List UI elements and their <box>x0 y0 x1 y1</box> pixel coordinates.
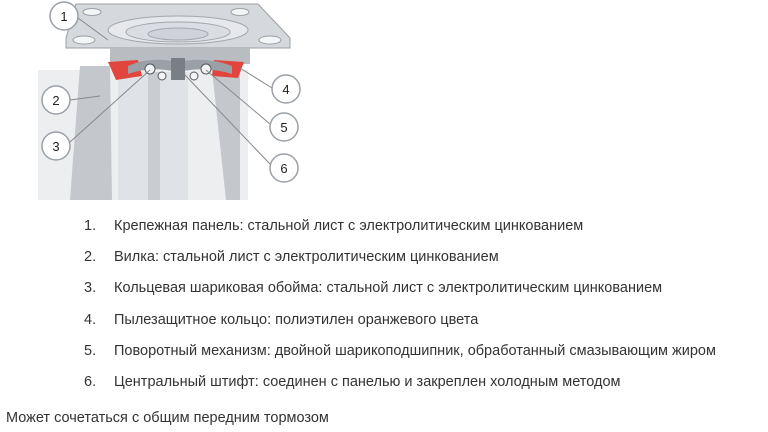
caster-cutaway-diagram <box>0 0 310 200</box>
item-text: Кольцевая шариковая обойма: стальной лист с электролитическим цинкованием <box>114 280 663 297</box>
item-text: Центральный штифт: соединен с панелью и закреплен холодным методом <box>114 373 621 390</box>
item-number: 6. <box>84 373 97 390</box>
footnote: Может сочетаться с общим передним тормозом <box>6 410 329 426</box>
item-text: Поворотный механизм: двойной шарикоподшипник, обработанный смазывающим жиром <box>114 342 716 359</box>
callout-label-6: 6 <box>280 161 288 176</box>
item-number: 1. <box>84 218 97 234</box>
item-number: 2. <box>84 249 97 266</box>
callout-label-2: 2 <box>52 93 60 108</box>
item-number: 3. <box>84 280 97 297</box>
callout-label-3: 3 <box>52 139 60 154</box>
callout-label-5: 5 <box>280 120 288 135</box>
callout-4 <box>240 68 300 103</box>
item-text: Пылезащитное кольцо: полиэтилен оранжевого цвета <box>114 311 479 328</box>
callout-label-1: 1 <box>60 9 68 24</box>
item-number: 4. <box>84 311 97 328</box>
item-number: 5. <box>84 342 97 359</box>
item-text: Вилка: стальной лист с электролитическим цинкованием <box>114 249 499 266</box>
callout-label-4: 4 <box>282 82 290 97</box>
item-text: Крепежная панель: стальной лист с электролитическим цинкованием <box>114 218 584 234</box>
